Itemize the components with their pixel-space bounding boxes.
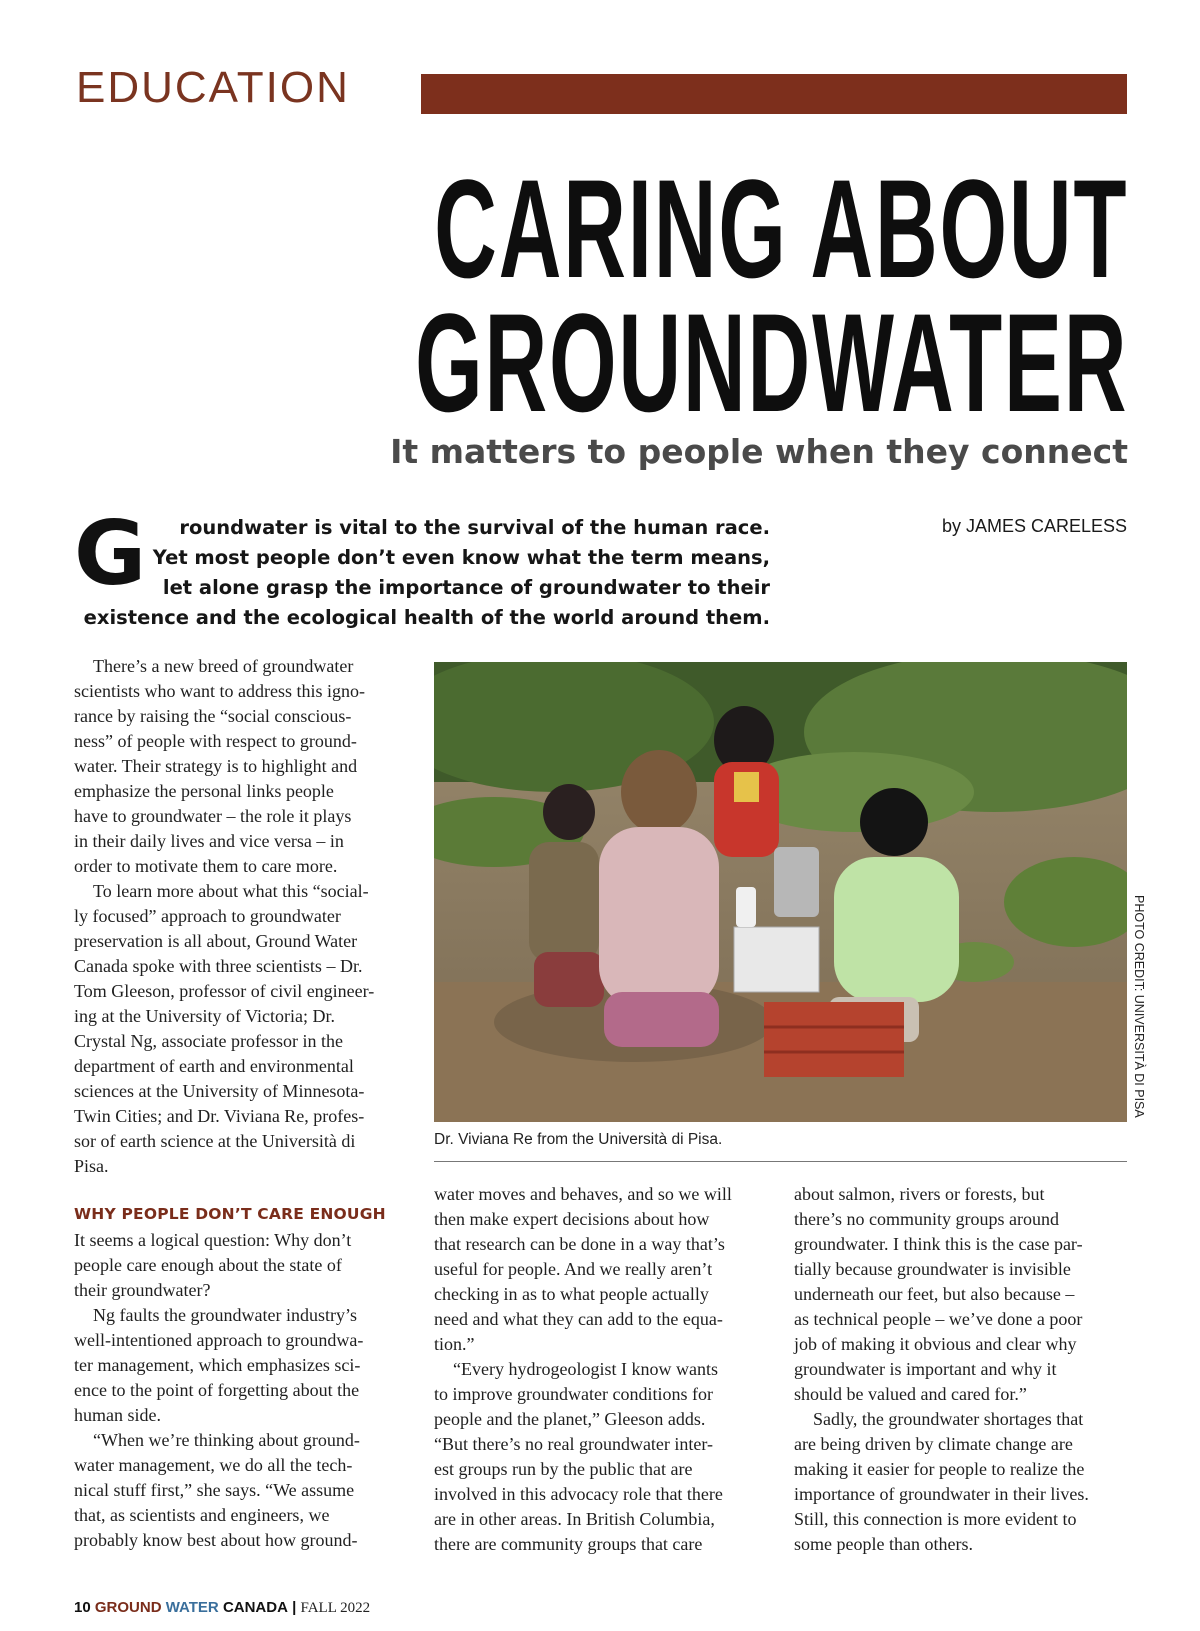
- body-line: ing at the University of Victoria; Dr.: [74, 1006, 336, 1026]
- body-line: people care enough about the state of: [74, 1255, 342, 1275]
- body-line: Tom Gleeson, professor of civil engineer-: [74, 981, 375, 1001]
- body-line: some people than others.: [794, 1534, 973, 1554]
- body-line: ly focused” approach to groundwater: [74, 906, 341, 926]
- body-line: ness” of people with respect to ground-: [74, 731, 357, 751]
- body-line: Sadly, the groundwater shortages that: [813, 1409, 1084, 1429]
- body-line: “But there’s no real groundwater inter-: [434, 1434, 714, 1454]
- photo-caption: Dr. Viviana Re from the Università di Pisa.: [434, 1131, 723, 1148]
- body-line: sor of earth science at the Università di: [74, 1131, 356, 1151]
- photo-children-groundwater-sampling-icon: [434, 662, 1127, 1122]
- drop-cap: G: [74, 502, 147, 605]
- body-line: job of making it obvious and clear why: [794, 1334, 1077, 1354]
- body-line: rance by raising the “social conscious-: [74, 706, 352, 726]
- body-line: that, as scientists and engineers, we: [74, 1505, 330, 1525]
- body-line: water management, we do all the tech-: [74, 1455, 353, 1475]
- body-line: water moves and behaves, and so we will: [434, 1184, 732, 1204]
- lead-line: Yet most people don’t even know what the term means,: [152, 546, 770, 569]
- body-line: Still, this connection is more evident to: [794, 1509, 1077, 1529]
- body-line: to improve groundwater conditions for: [434, 1384, 713, 1404]
- lead-line: roundwater is vital to the survival of the human race.: [179, 516, 770, 539]
- body-line: human side.: [74, 1405, 161, 1425]
- body-line: nical stuff first,” she says. “We assume: [74, 1480, 355, 1500]
- subheadline: It matters to people when they connect: [390, 432, 1128, 471]
- body-column-2: [434, 1182, 774, 1557]
- body-line: checking in as to what people actually: [434, 1284, 709, 1304]
- lead-paragraph: [76, 513, 770, 633]
- body-line: “Every hydrogeologist I know wants: [453, 1359, 718, 1379]
- body-line: that research can be done in a way that’s: [434, 1234, 725, 1254]
- article-photo: [434, 662, 1127, 1122]
- body-line: tion.”: [434, 1334, 475, 1354]
- body-line: To learn more about what this “social-: [93, 881, 369, 901]
- body-line: their groundwater?: [74, 1280, 211, 1300]
- body-line: Twin Cities; and Dr. Viviana Re, profes-: [74, 1106, 365, 1126]
- headline-line-1: CARING ABOUT: [433, 150, 1128, 307]
- body-line: “When we’re thinking about ground-: [93, 1430, 360, 1450]
- body-line: It seems a logical question: Why don’t: [74, 1230, 352, 1250]
- body-column-1-continued: [74, 1228, 404, 1553]
- body-line: have to groundwater – the role it plays: [74, 806, 352, 826]
- body-line: ter management, which emphasizes sci-: [74, 1355, 361, 1375]
- byline: by JAMES CARELESS: [941, 516, 1127, 536]
- body-line: water. Their strategy is to highlight and: [74, 756, 358, 776]
- body-line: are in other areas. In British Columbia,: [434, 1509, 715, 1529]
- publication-name-part-3: CANADA: [222, 1599, 288, 1616]
- body-line: in their daily lives and vice versa – in: [74, 831, 344, 851]
- body-line: sciences at the University of Minnesota-: [74, 1081, 365, 1101]
- body-line: ence to the point of forgetting about the: [74, 1380, 360, 1400]
- body-line: then make expert decisions about how: [434, 1209, 710, 1229]
- headline: [414, 150, 1128, 441]
- body-line: there’s no community groups around: [794, 1209, 1059, 1229]
- body-line: tially because groundwater is invisible: [794, 1259, 1071, 1279]
- body-line: scientists who want to address this igno-: [74, 681, 365, 701]
- footer-separator: |: [292, 1599, 297, 1616]
- body-line: probably know best about how ground-: [74, 1530, 358, 1550]
- body-line: importance of groundwater in their lives.: [794, 1484, 1089, 1504]
- body-line: groundwater. I think this is the case par-: [794, 1234, 1083, 1254]
- publication-name-part-1: GROUND: [94, 1599, 162, 1616]
- body-line: are being driven by climate change are: [794, 1434, 1073, 1454]
- lead-line: let alone grasp the importance of groundwater to their: [162, 576, 770, 599]
- body-line: useful for people. And we really aren’t: [434, 1259, 713, 1279]
- body-line: should be valued and cared for.”: [794, 1384, 1027, 1404]
- photo-credit: PHOTO CREDIT: UNIVERSITÀ DI PISA: [1132, 895, 1146, 1118]
- body-line: Ng faults the groundwater industry’s: [93, 1305, 357, 1325]
- body-line: underneath our feet, but also because –: [794, 1284, 1075, 1304]
- page-number: 10: [74, 1599, 91, 1616]
- body-column-3: [794, 1182, 1134, 1557]
- body-line: as technical people – we’ve done a poor: [794, 1309, 1083, 1329]
- headline-line-2: GROUNDWATER: [414, 284, 1128, 441]
- body-line: emphasize the personal links people: [74, 781, 334, 801]
- body-line: there are community groups that care: [434, 1534, 703, 1554]
- lead-line: existence and the ecological health of the world around them.: [83, 606, 770, 629]
- body-line: making it easier for people to realize the: [794, 1459, 1085, 1479]
- body-line: Canada spoke with three scientists – Dr.: [74, 956, 363, 976]
- body-line: involved in this advocacy role that there: [434, 1484, 723, 1504]
- section-bar: [421, 74, 1127, 114]
- issue-label: FALL 2022: [300, 1600, 371, 1616]
- body-line: well-intentioned approach to groundwa-: [74, 1330, 364, 1350]
- body-line: people and the planet,” Gleeson adds.: [434, 1409, 706, 1429]
- body-line: about salmon, rivers or forests, but: [794, 1184, 1045, 1204]
- body-line: Crystal Ng, associate professor in the: [74, 1031, 343, 1051]
- body-line: order to motivate them to care more.: [74, 856, 338, 876]
- body-column-1: [74, 654, 404, 1179]
- section-label: EDUCATION: [76, 63, 350, 112]
- body-line: groundwater is important and why it: [794, 1359, 1057, 1379]
- section-subheading: WHY PEOPLE DON’T CARE ENOUGH: [74, 1205, 386, 1223]
- caption-divider: [434, 1161, 1127, 1162]
- body-line: department of earth and environmental: [74, 1056, 354, 1076]
- body-line: Pisa.: [74, 1156, 109, 1176]
- publication-name-part-2: WATER: [165, 1599, 219, 1616]
- body-line: est groups run by the public that are: [434, 1459, 693, 1479]
- body-line: There’s a new breed of groundwater: [93, 656, 354, 676]
- page-footer: [74, 1599, 370, 1617]
- body-line: preservation is all about, Ground Water: [74, 931, 358, 951]
- body-line: need and what they can add to the equa-: [434, 1309, 723, 1329]
